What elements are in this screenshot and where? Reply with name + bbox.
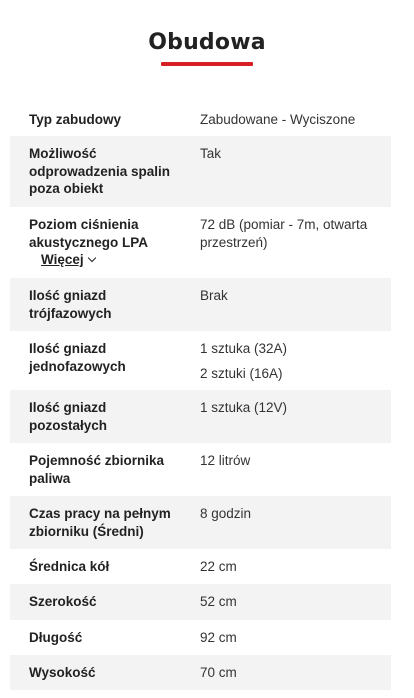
spec-label-text: Poziom ciśnienia akustycznego LPA [29,217,148,250]
spec-value-line: 22 cm [200,559,237,574]
spec-label: Ilość gniazd pozostałych [29,400,108,433]
spec-value-line: 72 dB (pomiar - 7m, otwarta przestrzeń) [200,217,368,250]
spec-row-srednica-kol [10,549,391,584]
chevron-down-icon [87,254,95,262]
spec-value [181,558,391,584]
spec-row-pojemnosc-zbiornika [10,443,391,496]
spec-value-line: 70 cm [200,665,237,680]
spec-value [181,593,391,620]
spec-label: Możliwość odprowadzenia spalin poza obiekt [29,146,171,196]
spec-value-line: Brak [200,288,228,303]
spec-label: Czas pracy na pełnym zbiorniku (Średni) [29,506,171,539]
spec-value-line: 2 sztuki (16A) [200,365,283,381]
spec-value [181,216,391,278]
more-button[interactable] [41,251,95,269]
spec-value-line: 1 sztuka (12V) [200,400,288,415]
spec-value [181,452,391,496]
spec-label: Ilość gniazd jednofazowych [29,341,126,374]
spec-value [181,399,391,443]
spec-row-dlugosc [10,620,391,655]
spec-table [10,101,391,690]
spec-label [10,216,181,278]
spec-value-line: 1 sztuka (32A) [200,341,288,356]
spec-label: Wysokość [29,665,96,680]
spec-label: Długość [29,630,83,645]
spec-row-poziom-cisnienia [10,207,391,278]
spec-row-szerokosc [10,584,391,620]
spec-label: Typ zabudowy [29,112,122,127]
spec-value-line: 8 godzin [200,506,252,521]
spec-label: Pojemność zbiornika paliwa [29,453,165,486]
more-button-label: Więcej [41,252,84,267]
spec-value-line: Tak [200,146,222,161]
spec-value-line: 52 cm [200,594,237,609]
spec-row-czas-pracy [10,496,391,549]
spec-label: Średnica kół [29,559,110,574]
section-header [0,30,414,66]
spec-value [181,505,391,549]
spec-value-line: 12 litrów [200,453,251,468]
spec-value [181,145,391,207]
spec-value [181,287,391,331]
spec-value [181,664,391,690]
spec-value [181,340,391,390]
spec-value-line: Zabudowane - Wyciszone [200,112,356,127]
spec-row-gniazda-jednofazowe [10,331,391,390]
spec-row-odprowadzenie-spalin [10,136,391,207]
spec-label: Szerokość [29,594,97,609]
spec-value-line: 92 cm [200,630,237,645]
spec-value [181,111,391,136]
page-title: Obudowa [148,30,266,55]
spec-row-gniazda-trojfazowe [10,278,391,331]
spec-label: Ilość gniazd trójfazowych [29,288,112,321]
spec-row-gniazda-pozostale [10,390,391,443]
spec-row-wysokosc [10,655,391,690]
spec-value [181,629,391,655]
spec-row-typ-zabudowy [10,101,391,136]
title-underline [161,62,253,66]
